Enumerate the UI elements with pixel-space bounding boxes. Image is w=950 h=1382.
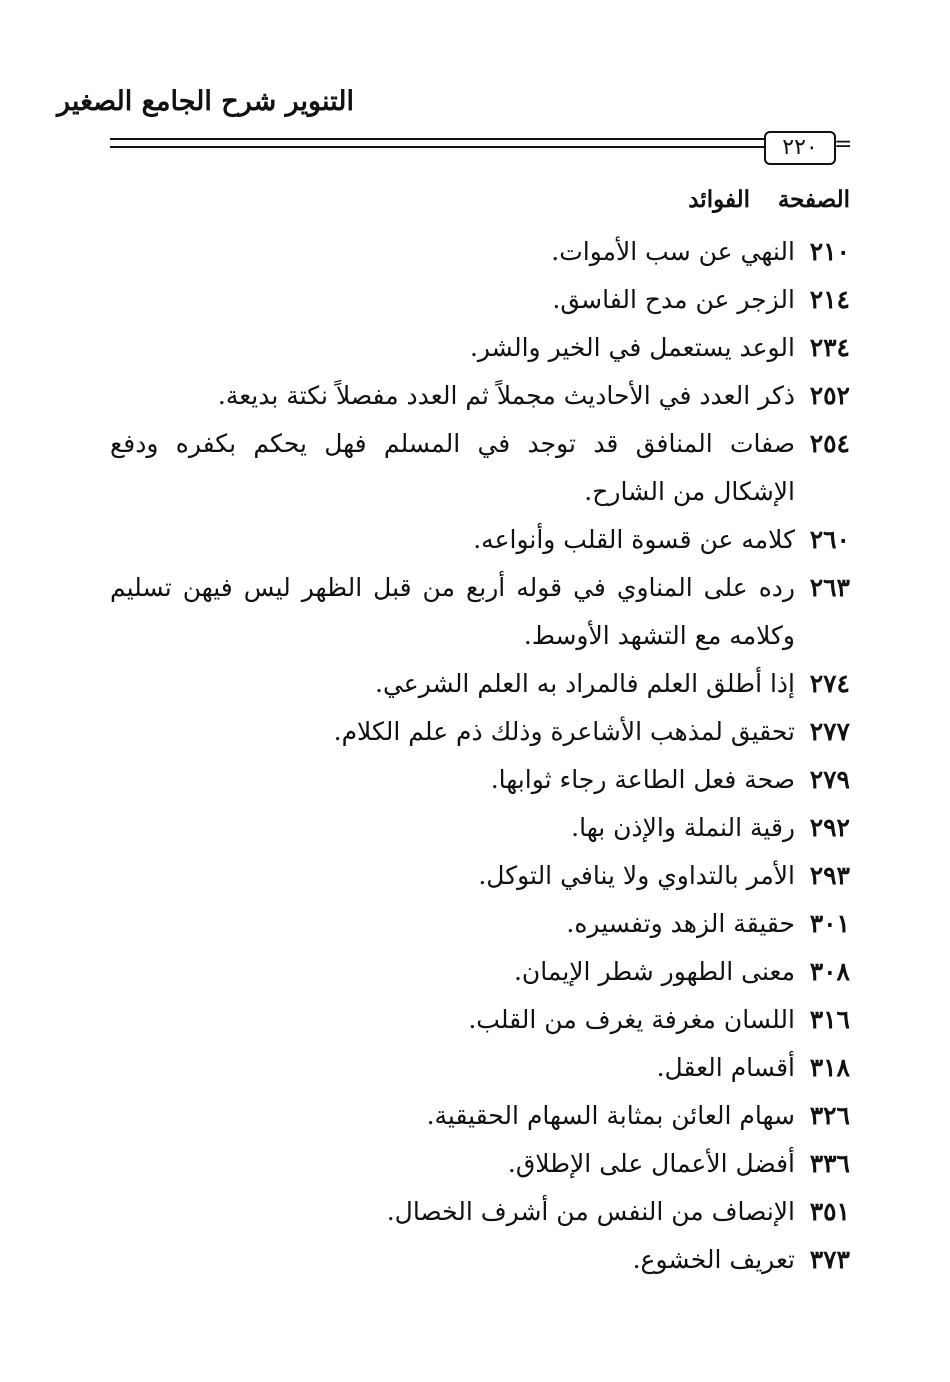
entry-text: سهام العائن بمثابة السهام الحقيقية.: [426, 1101, 795, 1130]
index-entry: [110, 996, 850, 1044]
index-entry: [110, 708, 850, 756]
entry-page-number: ٢٥٢: [809, 381, 850, 410]
index-entry: [110, 948, 850, 996]
index-entry: [110, 372, 850, 420]
entry-page-number: ٣١٨: [809, 1053, 850, 1082]
entry-page-number: ٣١٦: [809, 1005, 850, 1034]
entry-text: أفضل الأعمال على الإطلاق.: [507, 1149, 795, 1178]
entry-text: اللسان مغرفة يغرف من القلب.: [468, 1005, 795, 1034]
page-number-box: ٢٢٠: [764, 131, 836, 165]
column-header-benefits: الفوائد: [688, 186, 750, 213]
entry-text: الأمر بالتداوي ولا ينافي التوكل.: [478, 861, 795, 890]
index-entry: [110, 420, 850, 516]
entry-page-number: ٢٦٠: [809, 525, 850, 554]
entry-text: الزجر عن مدح الفاسق.: [552, 285, 795, 314]
index-entry: [110, 276, 850, 324]
entry-page-number: ٢٧٧: [809, 717, 850, 746]
entry-page-number: ٢١٠: [809, 237, 850, 266]
entry-text: الإنصاف من النفس من أشرف الخصال.: [386, 1197, 795, 1226]
entry-page-number: ٣٧٣: [809, 1245, 850, 1274]
index-entry: [110, 516, 850, 564]
index-entry: [110, 756, 850, 804]
entry-page-number: ٢٧٤: [809, 669, 850, 698]
entry-text: رقية النملة والإذن بها.: [571, 813, 795, 842]
header-rule-top: [110, 138, 764, 140]
entry-page-number: ٢٩٢: [809, 813, 850, 842]
benefits-index-list: [110, 228, 850, 1284]
entry-text: تعريف الخشوع.: [632, 1245, 795, 1274]
header-mark: =: [834, 132, 853, 157]
index-entry: [110, 804, 850, 852]
entry-text: أقسام العقل.: [656, 1053, 795, 1082]
index-entry: [110, 564, 850, 660]
entry-page-number: ٢١٤: [809, 285, 850, 314]
index-entry: [110, 660, 850, 708]
entry-page-number: ٣٢٦: [809, 1101, 850, 1130]
entry-text: كلامه عن قسوة القلب وأنواعه.: [473, 525, 795, 554]
index-entry: [110, 1092, 850, 1140]
entry-page-number: ٣٣٦: [809, 1149, 850, 1178]
entry-page-number: ٣٠٨: [809, 957, 850, 986]
entry-text: معنى الطهور شطر الإيمان.: [513, 957, 795, 986]
entry-page-number: ٢٣٤: [809, 333, 850, 362]
entry-page-number: ٢٧٩: [809, 765, 850, 794]
entry-text: صحة فعل الطاعة رجاء ثوابها.: [490, 765, 795, 794]
entry-text: تحقيق لمذهب الأشاعرة وذلك ذم علم الكلام.: [333, 717, 795, 746]
column-header-page: الصفحة: [777, 186, 850, 213]
entry-text: إذا أطلق العلم فالمراد به العلم الشرعي.: [375, 669, 795, 698]
entry-page-number: ٣٥١: [809, 1197, 850, 1226]
entry-page-number: ٣٠١: [809, 909, 850, 938]
entry-text: ذكر العدد في الأحاديث مجملاً ثم العدد مفصلاً نكتة بديعة.: [217, 381, 795, 410]
entry-text: رده على المناوي في قوله أربع من قبل الظهر ليس فيهن تسليم وكلامه مع التشهد الأوسط.: [110, 573, 796, 650]
index-entry: [110, 1188, 850, 1236]
entry-text: حقيقة الزهد وتفسيره.: [566, 909, 795, 938]
running-title: التنوير شرح الجامع الصغير: [57, 86, 354, 117]
index-entry: [110, 852, 850, 900]
entry-page-number: ٢٩٣: [809, 861, 850, 890]
index-entry: [110, 1236, 850, 1284]
entry-text: الوعد يستعمل في الخير والشر.: [469, 333, 795, 362]
index-entry: [110, 1140, 850, 1188]
entry-text: النهي عن سب الأموات.: [551, 237, 795, 266]
entry-text: صفات المنافق قد توجد في المسلم فهل يحكم بكفره ودفع الإشكال من الشارح.: [110, 429, 795, 506]
index-entry: [110, 228, 850, 276]
header-rule-bottom: [110, 146, 764, 148]
entry-page-number: ٢٥٤: [809, 429, 850, 458]
index-entry: [110, 324, 850, 372]
index-entry: [110, 900, 850, 948]
index-entry: [110, 1044, 850, 1092]
entry-page-number: ٢٦٣: [809, 573, 850, 602]
